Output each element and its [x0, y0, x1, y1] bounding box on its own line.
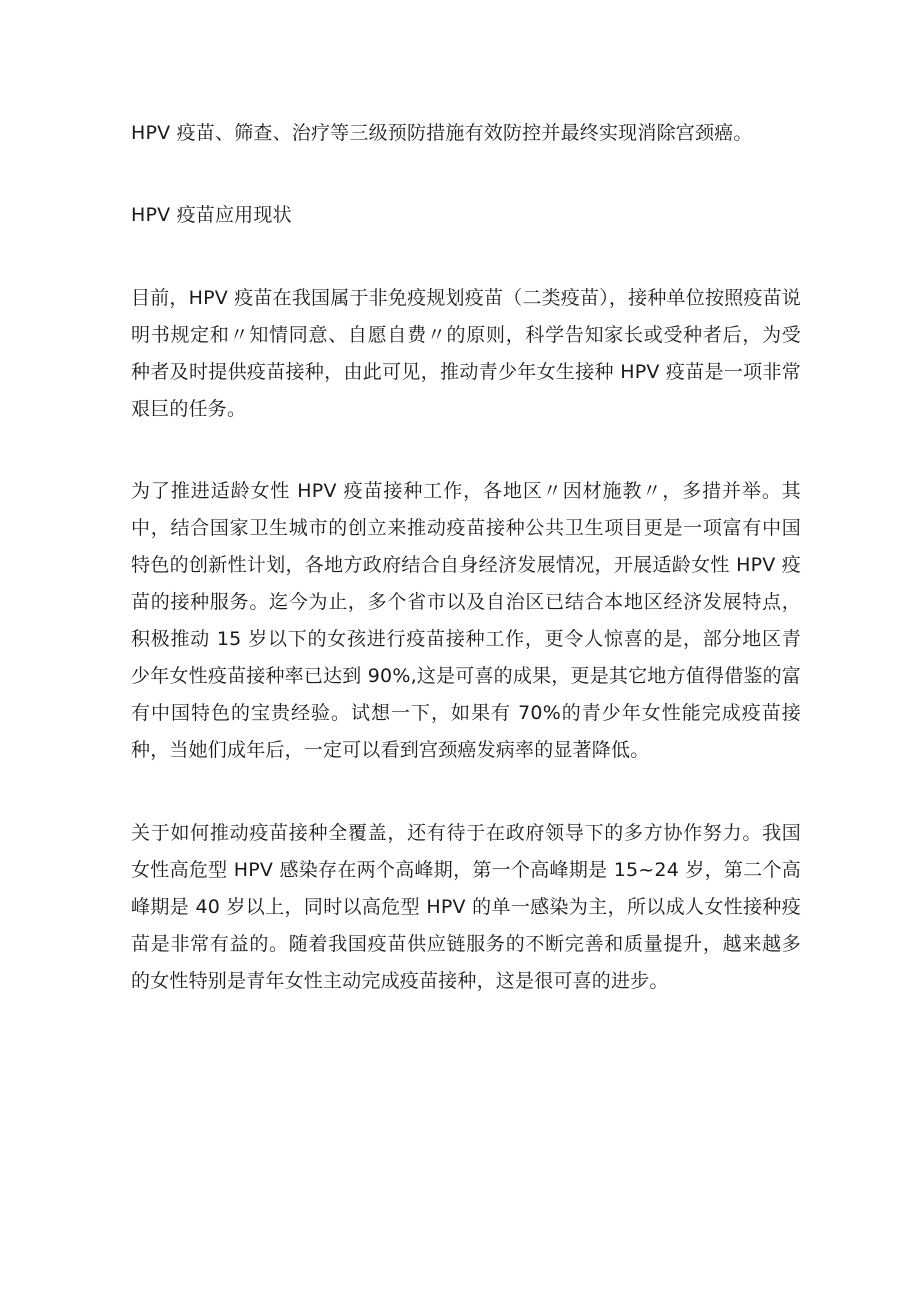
- paragraph-full-coverage: 关于如何推动疫苗接种全覆盖，还有待于在政府领导下的多方协作努力。我国女性高危型 HPV 感染存在两个高峰期，第一个高峰期是 15~24 岁，第二个高峰期是 40 岁以上，同时以高危型 HPV 的单一感染为主，所以成人女性接种疫苗是非常有益的。随着我国疫苗供应链服务的不断完善和质量提升，越来越多的女性特别是青年女性主动完成疫苗接种，这是很可喜的进步。: [131, 822, 801, 992]
- paragraph-local-practice: 为了推进适龄女性 HPV 疫苗接种工作，各地区〃因材施教〃，多措并举。其中，结合国家卫生城市的创立来推动疫苗接种公共卫生项目更是一项富有中国特色的创新性计划，各地方政府结合自身经济发展情况，开展适龄女性 HPV 疫苗的接种服务。迄今为止，多个省市以及自治区已结合本地区经济发展特点，积极推动 15 岁以下的女孩进行疫苗接种工作，更令人惊喜的是，部分地区青少年女性疫苗接种率已达到 90%,这是可喜的成果，更是其它地方值得借鉴的富有中国特色的宝贵经验。试想一下，如果有 70%的青少年女性能完成疫苗接种，当她们成年后，一定可以看到宫颈癌发病率的显著降低。: [131, 480, 801, 761]
- paragraph-current-status: 目前，HPV 疫苗在我国属于非免疫规划疫苗（二类疫苗），接种单位按照疫苗说明书规定和〃知情同意、自愿自费〃的原则，科学告知家长或受种者后，为受种者及时提供疫苗接种，由此可见，推动青少年女生接种 HPV 疫苗是一项非常艰巨的任务。: [131, 287, 801, 420]
- paragraph-intro: HPV 疫苗、筛查、治疗等三级预防措施有效防控并最终实现消除宫颈癌。: [131, 122, 753, 144]
- document-body: [131, 115, 801, 1000]
- section-heading: HPV 疫苗应用现状: [131, 204, 292, 226]
